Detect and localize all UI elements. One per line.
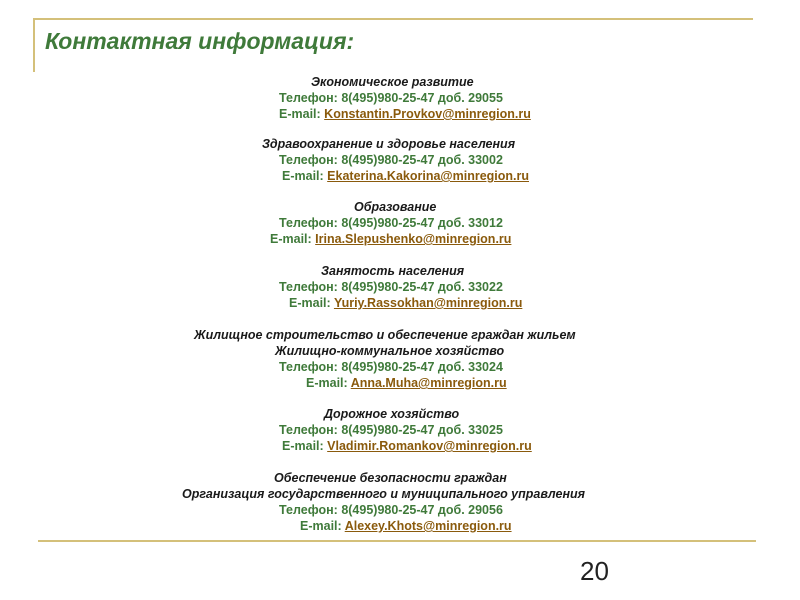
email-link[interactable]: Vladimir.Romankov@minregion.ru <box>327 439 532 453</box>
section-heading: Жилищное строительство и обеспечение граждан жильем <box>194 328 576 342</box>
email-label: E-mail: <box>270 232 312 246</box>
email-label: E-mail: <box>289 296 331 310</box>
phone-label: Телефон: <box>279 153 338 167</box>
email-line <box>300 518 512 534</box>
phone-value: 8(495)980-25-47 доб. 33022 <box>341 280 503 294</box>
top-rule <box>35 18 753 20</box>
email-label: E-mail: <box>282 169 324 183</box>
page-number: 20 <box>580 556 609 586</box>
phone-line <box>279 502 503 518</box>
section-heading: Организация государственного и муниципального управления <box>182 487 586 501</box>
email-label: E-mail: <box>300 519 342 533</box>
phone-value: 8(495)980-25-47 доб. 29055 <box>341 91 503 105</box>
phone-value: 8(495)980-25-47 доб. 33012 <box>341 216 503 230</box>
slide-title: Контактная информация: <box>45 28 355 54</box>
email-label: E-mail: <box>306 376 348 390</box>
email-label: E-mail: <box>279 107 321 121</box>
section-heading: Экономическое развитие <box>311 75 474 89</box>
phone-value: 8(495)980-25-47 доб. 33025 <box>341 423 503 437</box>
section-heading: Жилищно-коммунальное хозяйство <box>275 344 505 358</box>
email-link[interactable]: Alexey.Khots@minregion.ru <box>344 519 512 533</box>
email-link[interactable]: Yuriy.Rassokhan@minregion.ru <box>333 296 523 310</box>
phone-value: 8(495)980-25-47 доб. 33002 <box>341 153 503 167</box>
phone-line <box>279 422 503 438</box>
phone-value: 8(495)980-25-47 доб. 33024 <box>341 360 503 374</box>
phone-line <box>279 152 503 168</box>
email-link[interactable]: Anna.Muha@minregion.ru <box>350 376 507 390</box>
email-line <box>270 231 511 247</box>
email-line <box>279 106 531 122</box>
section-heading: Дорожное хозяйство <box>324 407 460 421</box>
phone-value: 8(495)980-25-47 доб. 29056 <box>341 503 503 517</box>
email-line <box>306 375 507 391</box>
phone-line <box>279 215 503 231</box>
phone-label: Телефон: <box>279 280 338 294</box>
left-rule <box>33 18 35 72</box>
section-heading: Здравоохранение и здоровье населения <box>262 137 516 151</box>
bottom-rule <box>38 540 756 542</box>
phone-label: Телефон: <box>279 360 338 374</box>
email-link[interactable]: Ekaterina.Kakorina@minregion.ru <box>327 169 529 183</box>
section-heading: Занятость населения <box>321 264 465 278</box>
email-link[interactable]: Konstantin.Provkov@minregion.ru <box>324 107 531 121</box>
section-heading: Обеспечение безопасности граждан <box>274 471 507 485</box>
phone-line <box>279 90 503 106</box>
email-line <box>282 438 532 454</box>
phone-line <box>279 279 503 295</box>
phone-label: Телефон: <box>279 216 338 230</box>
email-link[interactable]: Irina.Slepushenko@minregion.ru <box>315 232 512 246</box>
email-label: E-mail: <box>282 439 324 453</box>
phone-label: Телефон: <box>279 503 338 517</box>
email-line <box>289 295 522 311</box>
phone-line <box>279 359 503 375</box>
phone-label: Телефон: <box>279 91 338 105</box>
phone-label: Телефон: <box>279 423 338 437</box>
email-line <box>282 168 529 184</box>
section-heading: Образование <box>354 200 437 214</box>
